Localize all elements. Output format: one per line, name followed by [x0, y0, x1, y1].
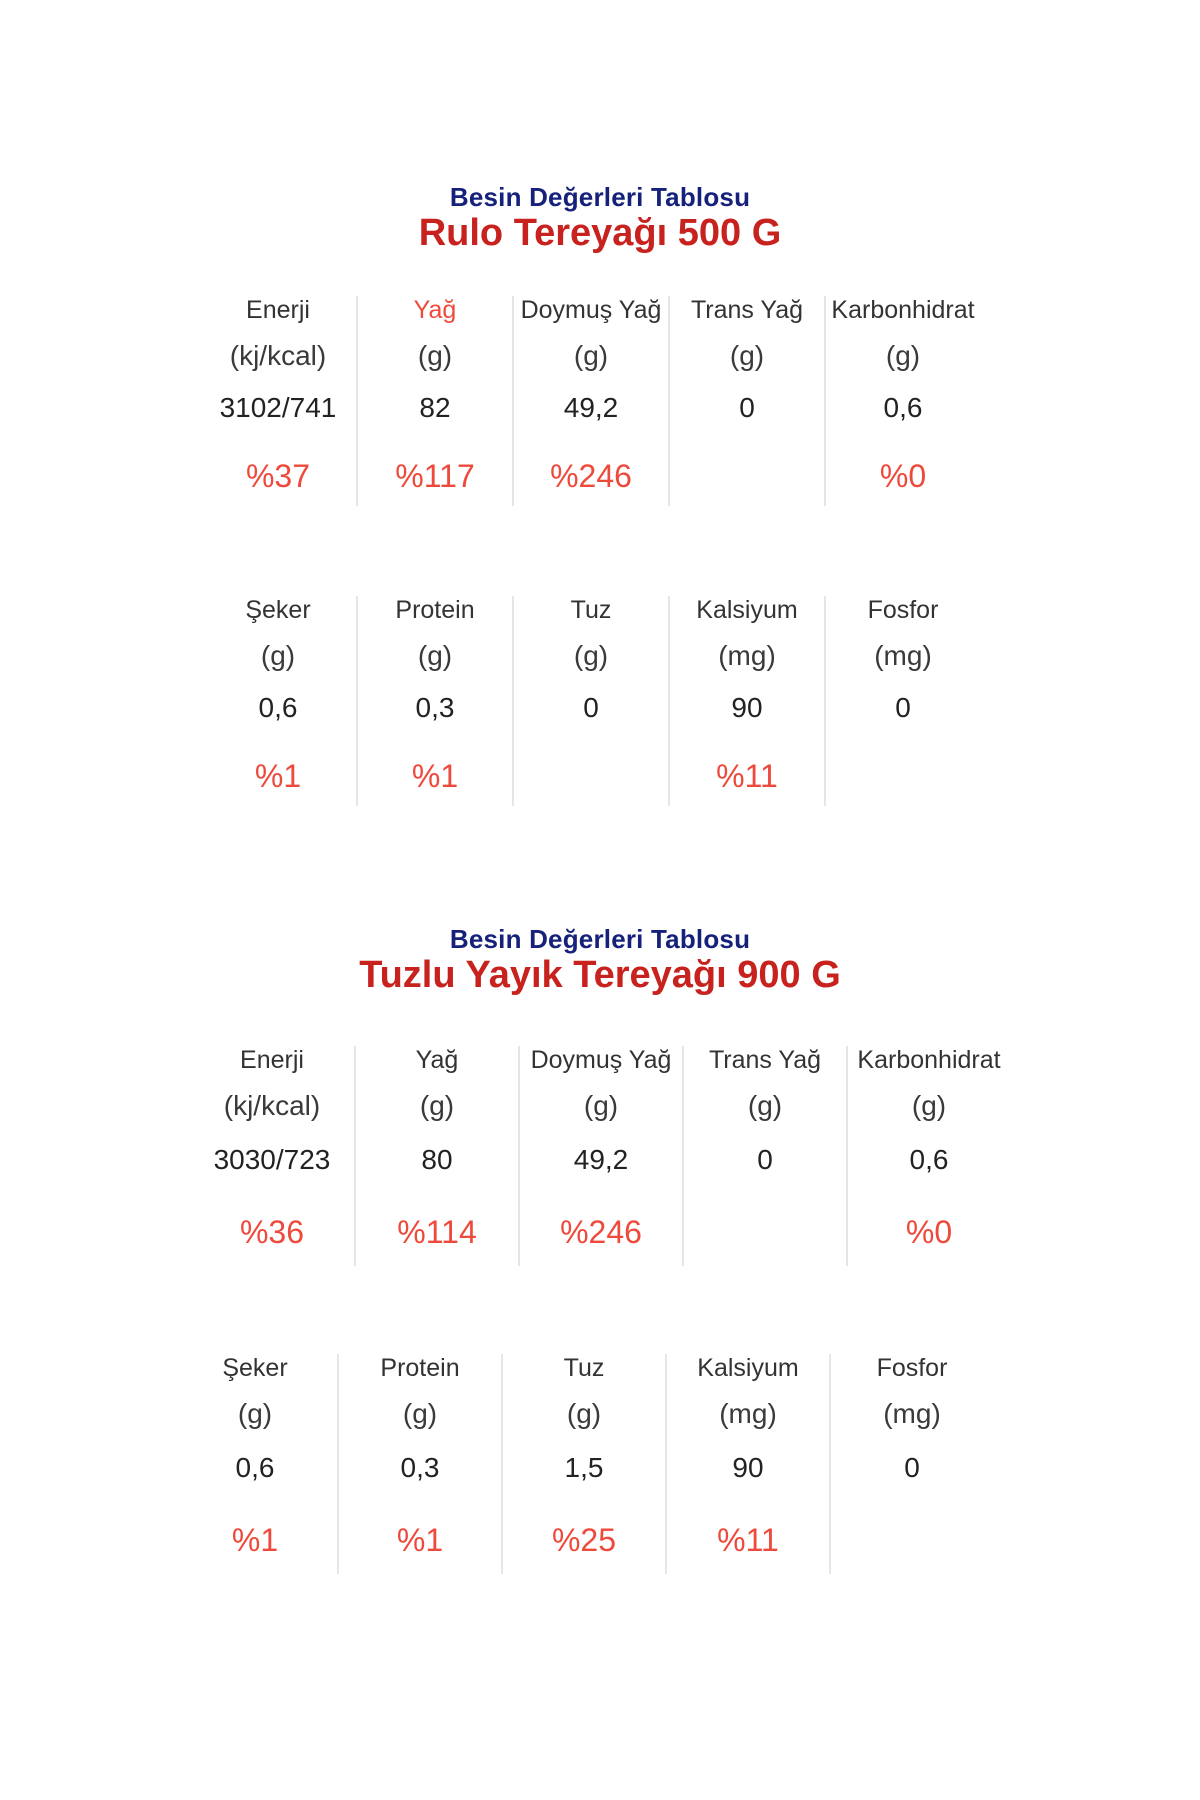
nutrient-unit: (g) — [260, 640, 296, 671]
nutrient-unit: (g) — [566, 1398, 602, 1429]
nutrient-name: Doymuş Yağ — [530, 1046, 672, 1074]
nutrient-value: 49,2 — [563, 392, 619, 423]
nutrient-value: 82 — [419, 392, 451, 423]
nutrient-cell-doymus-yag — [512, 296, 668, 506]
nutrient-row-2 — [173, 1354, 993, 1574]
nutrient-name: Trans Yağ — [690, 296, 804, 324]
nutrient-percent: %0 — [879, 458, 927, 494]
nutrient-name: Karbonhidrat — [831, 296, 975, 324]
nutrient-value: 0 — [895, 692, 911, 723]
nutrient-cell-tuz — [501, 1354, 665, 1574]
nutrient-value: 3030/723 — [213, 1144, 331, 1175]
nutrient-cell-seker — [173, 1354, 337, 1574]
nutrient-cell-karbonhidrat — [846, 1046, 1010, 1266]
nutrient-value: 0,6 — [883, 392, 923, 423]
nutrient-value: 80 — [421, 1144, 453, 1175]
nutrient-unit: (g) — [417, 340, 453, 371]
nutrient-percent: %1 — [411, 758, 459, 794]
nutrient-cell-doymus-yag — [518, 1046, 682, 1266]
nutrient-cell-trans-yag — [668, 296, 824, 506]
nutrient-name: Fosfor — [876, 1354, 948, 1382]
nutrient-value: 90 — [731, 692, 763, 723]
nutrient-percent: %25 — [551, 1522, 617, 1558]
nutrient-value: 0,6 — [258, 692, 298, 723]
nutrient-percent: %1 — [254, 758, 302, 794]
nutrient-unit: (g) — [573, 340, 609, 371]
nutrient-unit: (g) — [419, 1090, 455, 1121]
nutrient-name: Trans Yağ — [708, 1046, 822, 1074]
nutrient-value: 0 — [583, 692, 599, 723]
nutrient-value: 0,6 — [909, 1144, 949, 1175]
nutrient-unit: (g) — [729, 340, 765, 371]
nutrient-unit: (mg) — [719, 1398, 777, 1429]
nutrient-percent: %114 — [397, 1214, 477, 1250]
nutrient-cell-kalsiyum — [665, 1354, 829, 1574]
nutrient-value: 0,3 — [400, 1452, 440, 1483]
nutrient-value: 0 — [904, 1452, 920, 1483]
nutrient-row-1 — [200, 296, 980, 506]
table-title: Tuzlu Yayık Tereyağı 900 G — [359, 954, 841, 996]
nutrient-name: Doymuş Yağ — [520, 296, 662, 324]
nutrient-row-2 — [200, 596, 980, 806]
nutrient-cell-fosfor — [824, 596, 980, 806]
nutrient-percent: %1 — [231, 1522, 279, 1558]
nutrient-unit: (g) — [417, 640, 453, 671]
table-subtitle: Besin Değerleri Tablosu — [449, 182, 751, 212]
nutrient-value: 3102/741 — [219, 392, 337, 423]
nutrient-unit: (mg) — [883, 1398, 941, 1429]
nutrient-value: 0 — [757, 1144, 773, 1175]
nutrient-value: 0,3 — [415, 692, 455, 723]
nutrient-unit: (g) — [885, 340, 921, 371]
nutrient-percent: %246 — [550, 458, 632, 494]
nutrient-name: Yağ — [413, 296, 457, 324]
nutrient-cell-seker — [200, 596, 356, 806]
nutrient-percent: %1 — [396, 1522, 444, 1558]
nutrient-value: 0,6 — [235, 1452, 275, 1483]
nutrient-unit: (g) — [583, 1090, 619, 1121]
nutrient-cell-protein — [337, 1354, 501, 1574]
nutrient-name: Enerji — [240, 1046, 304, 1074]
nutrient-cell-tuz — [512, 596, 668, 806]
nutrient-unit: (mg) — [718, 640, 776, 671]
nutrient-percent: %36 — [239, 1214, 305, 1250]
nutrient-cell-protein — [356, 596, 512, 806]
nutrient-unit: (kj/kcal) — [229, 340, 327, 371]
nutrient-cell-yag — [354, 1046, 518, 1266]
nutrient-name: Kalsiyum — [696, 596, 798, 624]
nutrient-name: Şeker — [245, 596, 311, 624]
nutrient-value: 1,5 — [564, 1452, 604, 1483]
table-subtitle: Besin Değerleri Tablosu — [449, 924, 751, 954]
nutrient-name: Tuz — [563, 1354, 605, 1382]
nutrient-percent: %246 — [560, 1214, 642, 1250]
nutrient-percent: %0 — [905, 1214, 953, 1250]
table-title: Rulo Tereyağı 500 G — [418, 212, 782, 254]
nutrient-name: Protein — [380, 1354, 460, 1382]
nutrient-cell-trans-yag — [682, 1046, 846, 1266]
nutrient-name: Şeker — [222, 1354, 288, 1382]
nutrient-percent: %37 — [245, 458, 311, 494]
nutrient-unit: (g) — [573, 640, 609, 671]
nutrient-name: Fosfor — [867, 596, 939, 624]
nutrient-unit: (g) — [237, 1398, 273, 1429]
nutrient-cell-enerji — [190, 1046, 354, 1266]
nutrient-unit: (g) — [747, 1090, 783, 1121]
nutrient-cell-karbonhidrat — [824, 296, 980, 506]
nutrient-name: Protein — [395, 596, 475, 624]
nutrient-name: Enerji — [246, 296, 310, 324]
nutrient-unit: (mg) — [874, 640, 932, 671]
nutrient-unit: (kj/kcal) — [223, 1090, 321, 1121]
nutrient-value: 49,2 — [573, 1144, 629, 1175]
nutrient-percent: %11 — [717, 1522, 779, 1558]
nutrient-cell-fosfor — [829, 1354, 993, 1574]
nutrient-name: Karbonhidrat — [857, 1046, 1001, 1074]
nutrient-percent: %11 — [716, 758, 778, 794]
nutrient-name: Tuz — [570, 596, 612, 624]
nutrient-unit: (g) — [402, 1398, 438, 1429]
nutrient-row-1 — [190, 1046, 1010, 1266]
nutrient-cell-yag — [356, 296, 512, 506]
nutrient-value: 90 — [732, 1452, 764, 1483]
nutrient-cell-enerji — [200, 296, 356, 506]
nutrient-value: 0 — [739, 392, 755, 423]
nutrient-unit: (g) — [911, 1090, 947, 1121]
nutrient-percent: %117 — [395, 458, 475, 494]
nutrient-cell-kalsiyum — [668, 596, 824, 806]
nutrient-name: Yağ — [415, 1046, 459, 1074]
nutrient-name: Kalsiyum — [697, 1354, 799, 1382]
